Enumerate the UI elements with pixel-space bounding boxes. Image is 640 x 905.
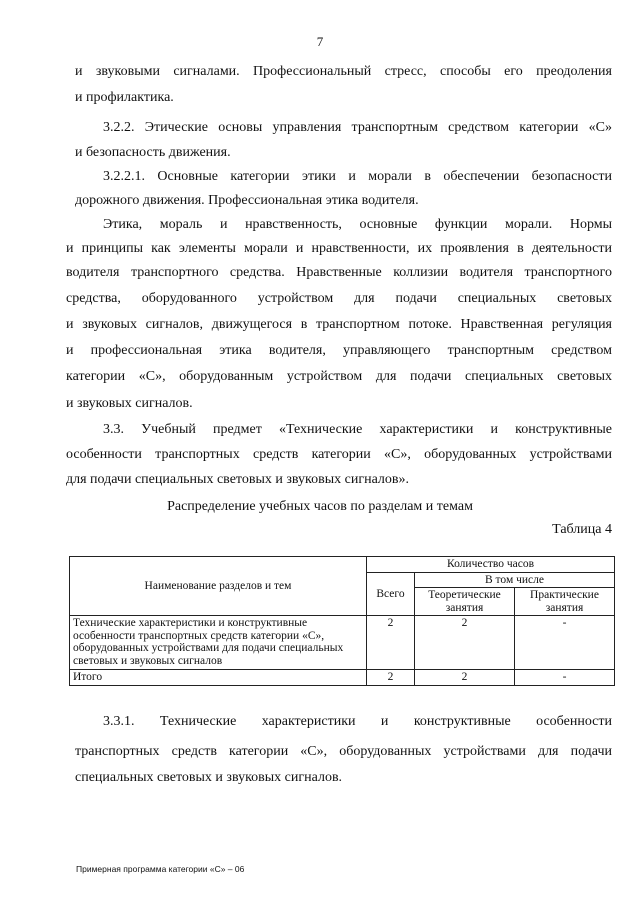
total-total: 2 — [367, 670, 415, 686]
subsection-heading: 3.2.2.1. Основные категории этики и морали в обеспечении безопасности — [103, 169, 612, 184]
header-total: Всего — [367, 572, 415, 616]
hours-table — [69, 556, 615, 686]
table-header-row — [70, 557, 615, 573]
section-heading: для подачи специальных световых и звуковых сигналов». — [66, 472, 409, 487]
section-heading: 3.2.2. Этические основы управления транспортным средством категории «С» — [103, 120, 612, 135]
row-total: 2 — [367, 616, 415, 670]
paragraph-line: и принципы как элементы морали и нравственности, их проявления в деятельности — [66, 241, 612, 256]
total-theory: 2 — [415, 670, 515, 686]
row-practice: - — [515, 616, 615, 670]
paragraph-line: и профилактика. — [75, 90, 174, 105]
section-heading: 3.3. Учебный предмет «Технические характеристики и конструктивные — [103, 422, 612, 437]
header-practice: Практические занятия — [515, 588, 615, 616]
page-number: 7 — [316, 34, 324, 49]
total-practice: - — [515, 670, 615, 686]
paragraph-line: и звуковых сигналов, движущегося в транспортном потоке. Нравственная регуляция — [66, 317, 612, 332]
subsection-heading: транспортных средств категории «С», оборудованных устройствами для подачи — [75, 744, 612, 759]
table-total-row — [70, 670, 615, 686]
paragraph-line: средства, оборудованного устройством для подачи специальных световых — [66, 291, 612, 306]
section-heading: особенности транспортных средств категории «С», оборудованных устройствами — [66, 447, 612, 462]
row-theory: 2 — [415, 616, 515, 670]
table-label: Таблица 4 — [552, 522, 612, 537]
header-name: Наименование разделов и тем — [70, 557, 367, 616]
row-name: Технические характеристики и конструктивные особенности транспортных средств категории «С», оборудованных устройствами для подачи специальных световых и звуковых сигналов — [70, 616, 367, 670]
subsection-heading: специальных световых и звуковых сигналов. — [75, 770, 343, 785]
page-footer: Примерная программа категории «С» – 06 — [76, 864, 245, 874]
header-including: В том числе — [415, 572, 615, 588]
paragraph-line: и профессиональная этика водителя, управляющего транспортным средством — [66, 343, 612, 358]
subsection-heading: 3.3.1. Технические характеристики и конструктивные особенности — [103, 714, 612, 729]
paragraph-line: категории «С», оборудованным устройством для подачи специальных световых — [66, 369, 612, 384]
total-name: Итого — [70, 670, 367, 686]
paragraph-line: водителя транспортного средства. Нравственные коллизии водителя транспортного — [66, 265, 612, 280]
header-hours: Количество часов — [367, 557, 615, 573]
paragraph-line: и звуковых сигналов. — [66, 396, 193, 411]
section-heading: и безопасность движения. — [75, 145, 231, 160]
table-caption: Распределение учебных часов по разделам и темам — [167, 499, 473, 514]
paragraph-line: и звуковыми сигналами. Профессиональный стресс, способы его преодоления — [75, 64, 612, 79]
table-row — [70, 616, 615, 670]
header-theory: Теоретические занятия — [415, 588, 515, 616]
paragraph-line: Этика, мораль и нравственность, основные функции морали. Нормы — [103, 217, 612, 232]
subsection-heading: дорожного движения. Профессиональная этика водителя. — [75, 193, 419, 208]
